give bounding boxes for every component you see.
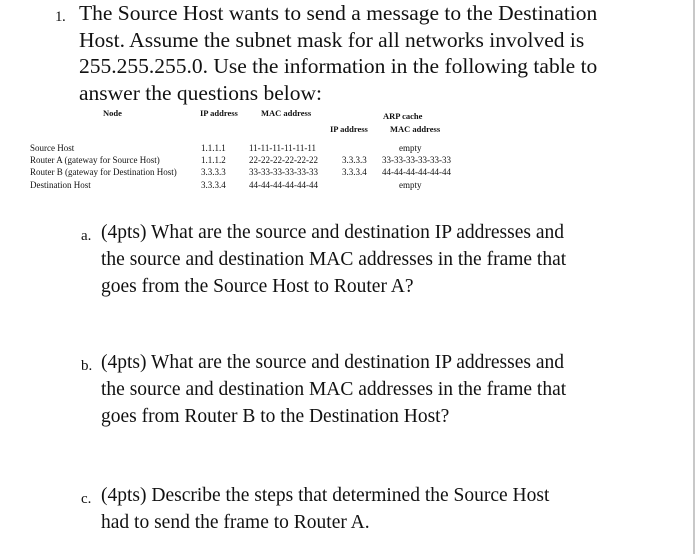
- table-header-arp-mac: MAC address: [390, 124, 441, 134]
- table-cell-mac: 44-44-44-44-44-44: [249, 180, 318, 190]
- table-cell-node: Router A (gateway for Source Host): [30, 155, 160, 165]
- table-cell-ip: 3.3.3.4: [201, 180, 226, 190]
- subquestion-line: goes from the Source Host to Router A?: [101, 276, 414, 297]
- table-header-mac: MAC address: [261, 108, 312, 118]
- table-cell-ip: 1.1.1.2: [201, 155, 226, 165]
- table-cell-arp-mac: empty: [399, 180, 422, 190]
- table-cell-ip: 1.1.1.1: [201, 143, 226, 153]
- question-1-line: answer the questions below:: [79, 80, 323, 105]
- subquestion-c-text: [101, 482, 671, 536]
- table-header-node: Node: [103, 108, 122, 118]
- page-edge-shadow: [693, 0, 695, 554]
- subquestion-c-label: c.: [81, 491, 92, 507]
- subquestion-line: the source and destination MAC addresses in the frame that: [101, 379, 567, 400]
- table-header-arp-ip: IP address: [330, 124, 368, 134]
- table-cell-arp-mac: 33-33-33-33-33-33: [382, 155, 451, 165]
- table-cell-mac: 22-22-22-22-22-22: [249, 155, 318, 165]
- table-cell-node: Source Host: [30, 143, 75, 153]
- subquestion-line: (4pts) What are the source and destination IP addresses and: [101, 352, 564, 373]
- subquestion-line: (4pts) Describe the steps that determined the Source Host: [101, 485, 550, 506]
- table-cell-mac: 11-11-11-11-11-11: [249, 143, 316, 153]
- table-cell-arp-mac: 44-44-44-44-44-44: [382, 167, 451, 177]
- subquestion-line: the source and destination MAC addresses in the frame that: [101, 249, 567, 270]
- table-header-ip: IP address: [200, 108, 238, 118]
- subquestion-a-label: a.: [81, 228, 92, 244]
- table-cell-node: Destination Host: [30, 180, 91, 190]
- table-cell-arp-ip: 3.3.3.4: [342, 167, 367, 177]
- table-cell-mac: 33-33-33-33-33-33: [249, 167, 318, 177]
- question-1-line: The Source Host wants to send a message to the Destination: [79, 1, 598, 25]
- question-1-line: Host. Assume the subnet mask for all networks involved is: [79, 27, 585, 52]
- subquestion-a-text: [101, 219, 671, 300]
- subquestion-line: had to send the frame to Router A.: [101, 512, 370, 533]
- subquestion-line: (4pts) What are the source and destination IP addresses and: [101, 222, 564, 243]
- table-cell-arp-mac: empty: [399, 143, 422, 153]
- table-cell-node: Router B (gateway for Destination Host): [30, 167, 177, 177]
- subquestion-line: goes from Router B to the Destination Host?: [101, 406, 450, 427]
- question-1-text: [79, 0, 679, 106]
- table-cell-arp-ip: 3.3.3.3: [342, 155, 367, 165]
- table-cell-ip: 3.3.3.3: [201, 167, 226, 177]
- subquestion-b-label: b.: [81, 358, 93, 374]
- question-1-number: 1.: [55, 9, 66, 25]
- table-header-arp-cache: ARP cache: [383, 111, 423, 121]
- subquestion-b-text: [101, 349, 671, 430]
- question-1-line: 255.255.255.0. Use the information in the following table to: [79, 54, 598, 78]
